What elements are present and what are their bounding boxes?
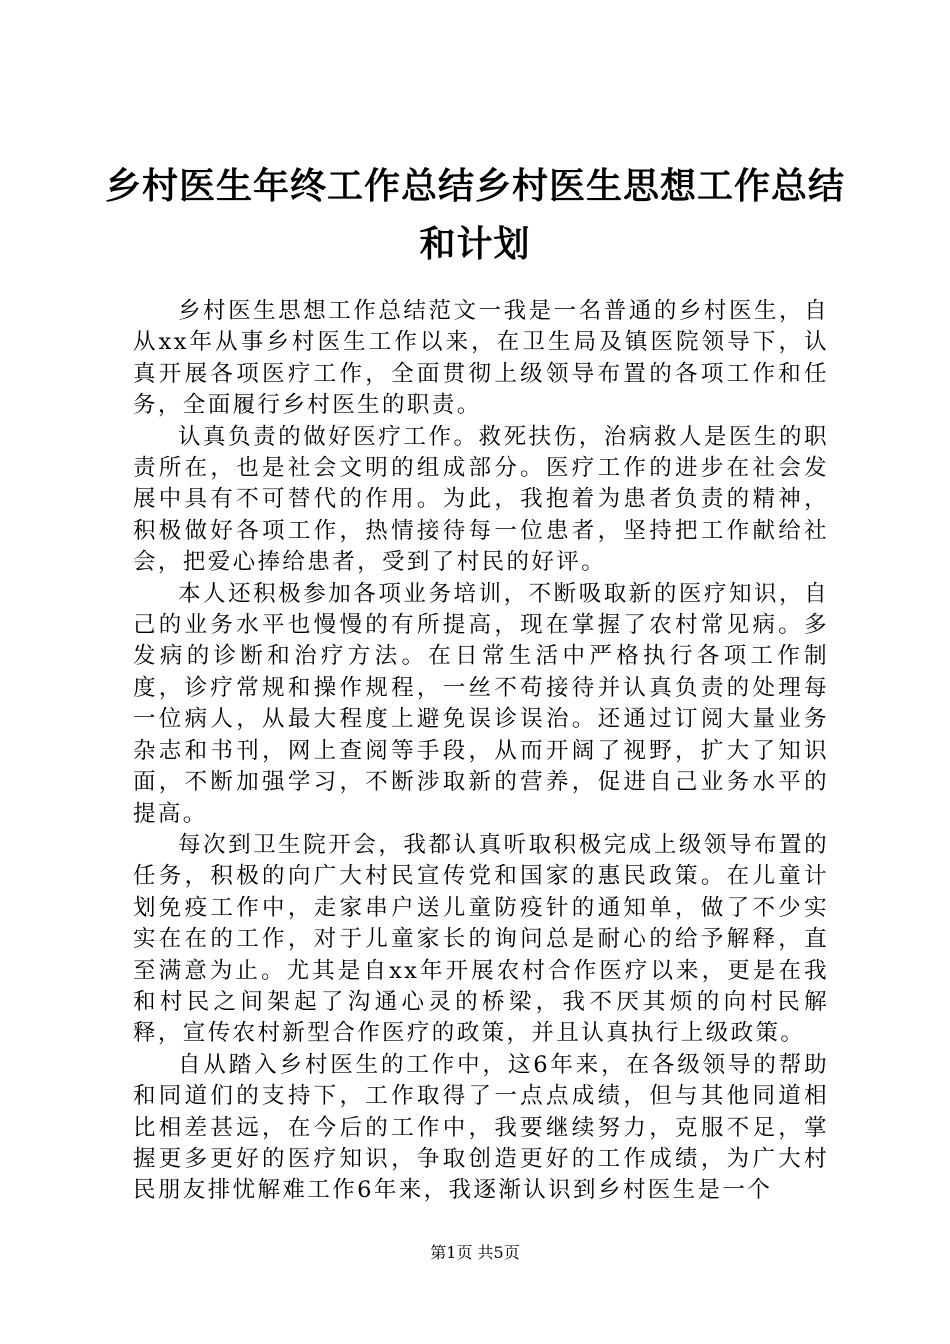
paragraph-1: 乡村医生思想工作总结范文一我是一名普通的乡村医生，自从xx年从事乡村医生工作以来，在卫生局及镇医院领导下，认真开展各项医疗工作，全面贯彻上级领导布置的各项工作和任务，全面履行乡村医生的职责。	[133, 298, 829, 419]
paragraph-4: 每次到卫生院开会，我都认真听取积极完成上级领导布置的任务，积极的向广大村民宣传党和国家的惠民政策。在儿童计划免疫工作中，走家串户送儿童防疫针的通知单，做了不少实实在在的工作，对于儿童家长的询问总是耐心的给予解释，直至满意为止。尤其是自xx年开展农村合作医疗以来，更是在我和村民之间架起了沟通心灵的桥梁，我不厌其烦的向村民解释，宣传农村新型合作医疗的政策，并且认真执行上级政策。	[133, 831, 829, 1047]
document-body	[133, 296, 829, 1207]
paragraph-3: 本人还积极参加各项业务培训，不断吸取新的医疗知识，自己的业务水平也慢慢的有所提高，现在掌握了农村常见病。多发病的诊断和治疗方法。在日常生活中严格执行各项工作制度，诊疗常规和操作规程，一丝不苟接待并认真负责的处理每一位病人，从最大程度上避免误诊误治。还通过订阅大量业务杂志和书刊，网上查阅等手段，从而开阔了视野，扩大了知识面，不断加强学习，不断涉取新的营养，促进自己业务水平的提高。	[133, 580, 829, 827]
paragraph-5: 自从踏入乡村医生的工作中，这6年来，在各级领导的帮助和同道们的支持下，工作取得了一点点成绩，但与其他同道相比相差甚远，在今后的工作中，我要继续努力，克服不足，掌握更多更好的医疗知识，争取创造更好的工作成绩，为广大村民朋友排忧解难工作6年来，我逐渐认识到乡村医生是一个	[133, 1051, 829, 1204]
document-title: 乡村医生年终工作总结乡村医生思想工作总结和计划	[104, 166, 845, 265]
paragraph-2: 认真负责的做好医疗工作。救死扶伤，治病救人是医生的职责所在，也是社会文明的组成部分。医疗工作的进步在社会发展中具有不可替代的作用。为此，我抱着为患者负责的精神，积极做好各项工作，热情接待每一位患者，坚持把工作献给社会，把爱心捧给患者，受到了村民的好评。	[133, 423, 829, 576]
page-number-footer: 第1页 共5页	[430, 1243, 520, 1262]
